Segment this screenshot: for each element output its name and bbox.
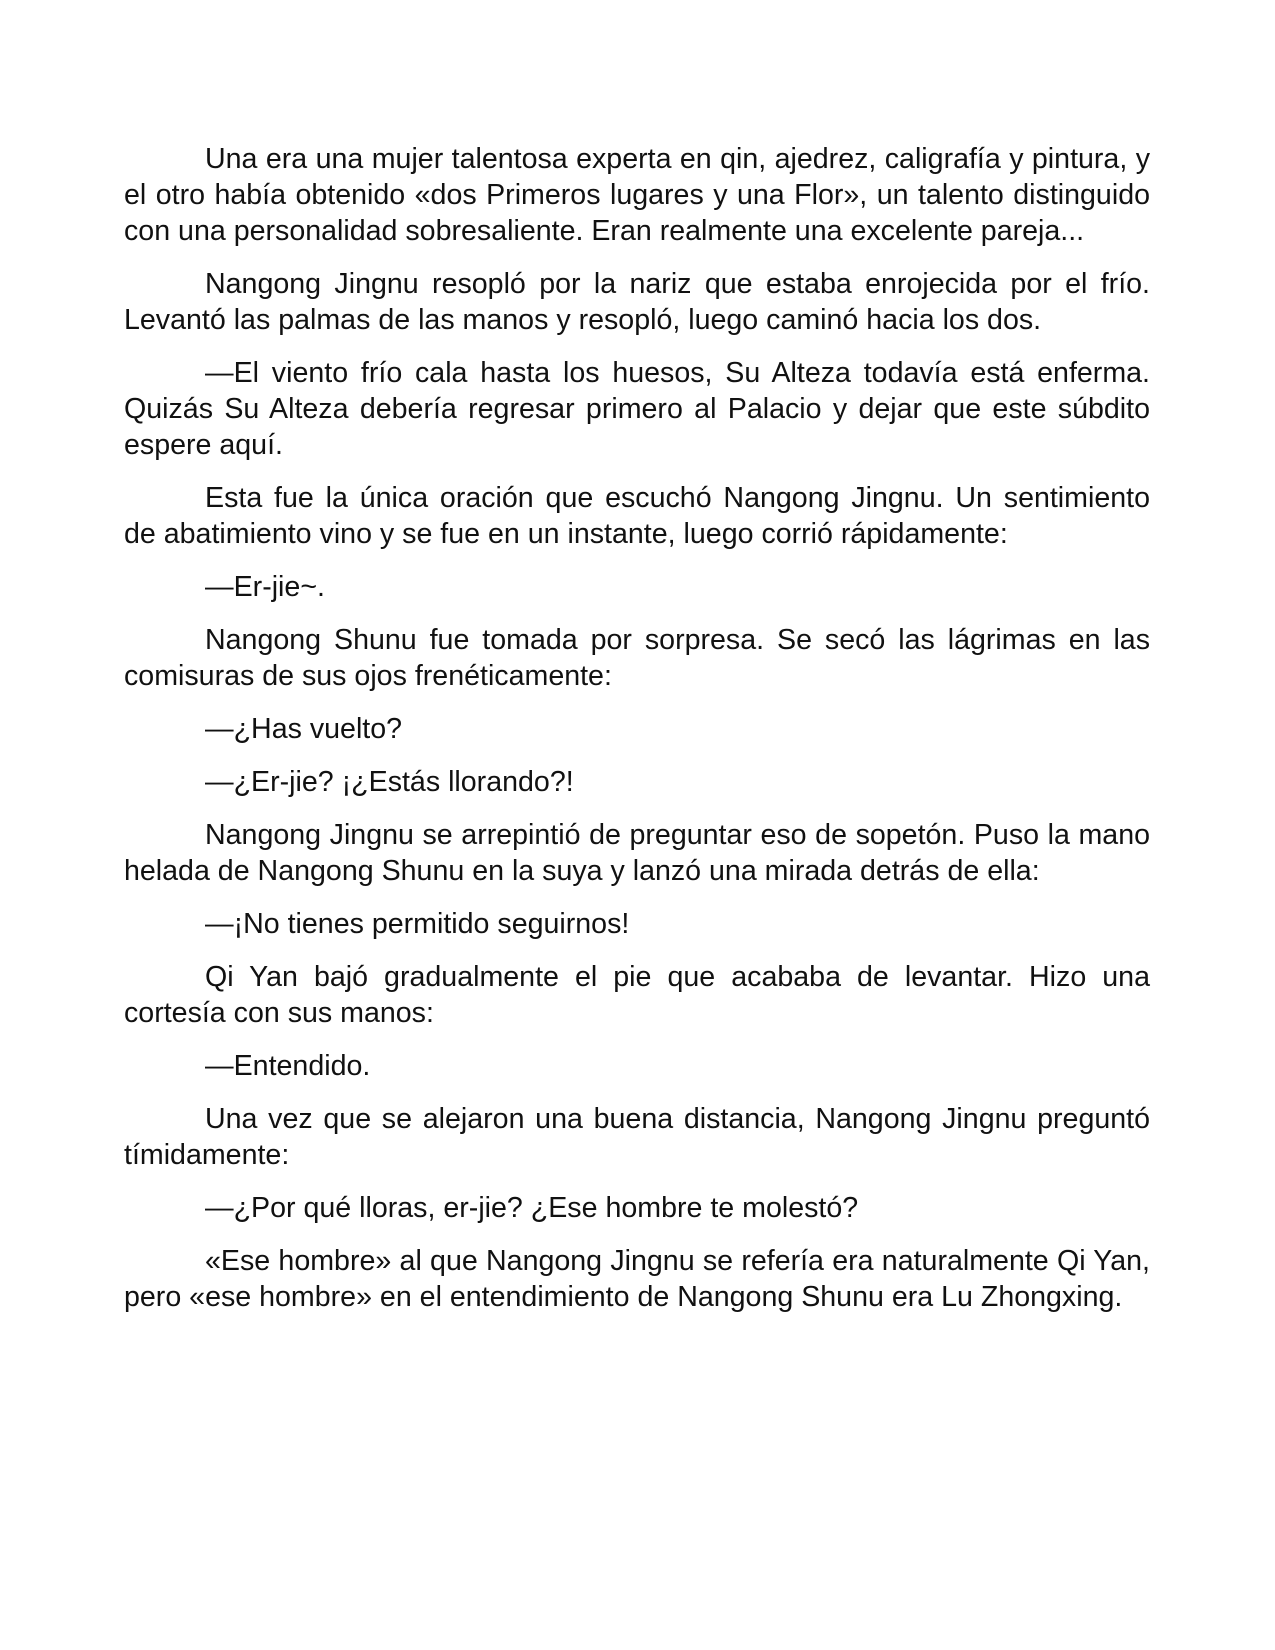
paragraph: —El viento frío cala hasta los huesos, Su Alteza todavía está enferma. Quizás Su Alteza debería regresar primero al Palacio y dejar que este súbdito espere aquí. [124,357,1150,461]
paragraph: —¿Er-jie? ¡¿Estás llorando?! [205,766,574,798]
paragraph: «Ese hombre» al que Nangong Jingnu se refería era naturalmente Qi Yan, pero «ese hombre» en el entendimiento de Nangong Shunu era Lu Zhongxing. [124,1245,1150,1313]
paragraph: Una vez que se alejaron una buena distancia, Nangong Jingnu preguntó tímidamente: [124,1103,1150,1171]
document-page [124,141,1150,1332]
paragraph: Esta fue la única oración que escuchó Nangong Jingnu. Un sentimiento de abatimiento vino y se fue en un instante, luego corrió rápidamente: [124,482,1150,550]
paragraph: —¿Por qué lloras, er-jie? ¿Ese hombre te molestó? [205,1192,859,1224]
paragraph: —¡No tienes permitido seguirnos! [205,908,630,940]
paragraph: Una era una mujer talentosa experta en qin, ajedrez, caligrafía y pintura, y el otro había obtenido «dos Primeros lugares y una Flor», un talento distinguido con una personalidad sobresaliente. Eran realmente una excelente pareja... [124,143,1150,247]
paragraph: Nangong Shunu fue tomada por sorpresa. Se secó las lágrimas en las comisuras de sus ojos frenéticamente: [124,624,1150,692]
paragraph: Nangong Jingnu se arrepintió de preguntar eso de sopetón. Puso la mano helada de Nangong Shunu en la suya y lanzó una mirada detrás de ella: [124,819,1150,887]
paragraph: —¿Has vuelto? [205,713,403,745]
paragraph: Qi Yan bajó gradualmente el pie que acababa de levantar. Hizo una cortesía con sus manos: [124,961,1150,1029]
paragraph: Nangong Jingnu resopló por la nariz que estaba enrojecida por el frío. Levantó las palmas de las manos y resopló, luego caminó hacia los dos. [124,268,1150,336]
paragraph: —Entendido. [205,1050,371,1082]
paragraph: —Er-jie~. [205,571,325,603]
